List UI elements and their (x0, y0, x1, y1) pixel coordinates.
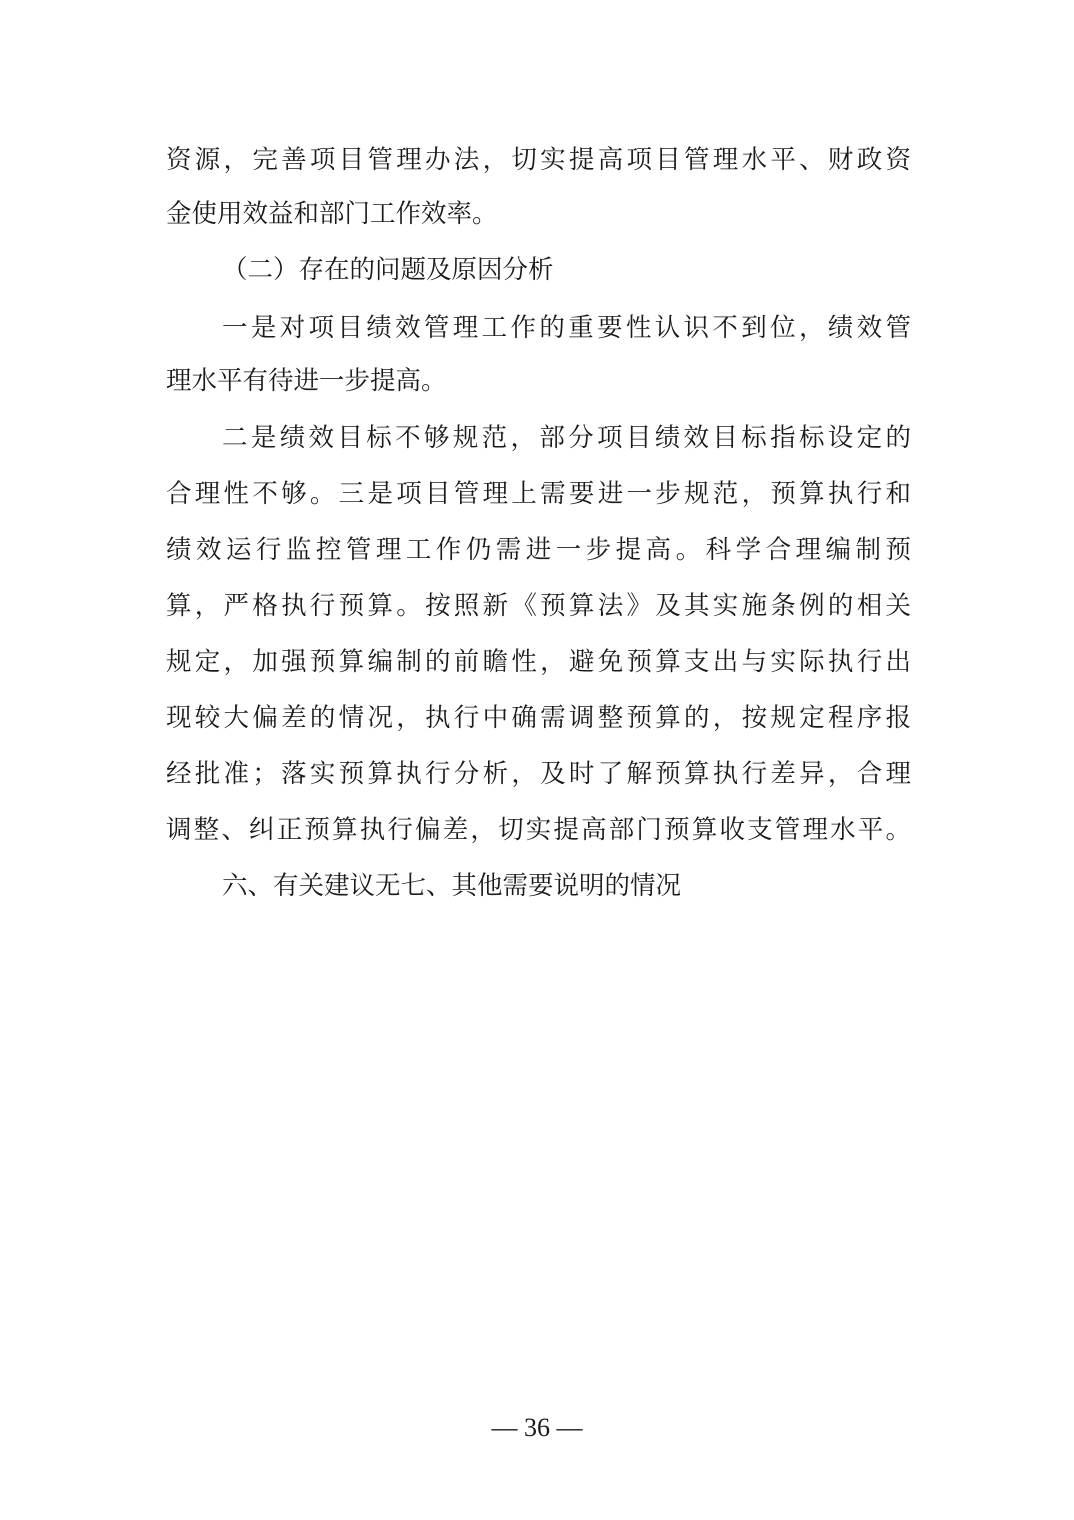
text-line-11: 现较大偏差的情况，执行中确需调整预算的，按规定程序报 (166, 703, 911, 733)
text-line-2: 金使用效益和部门工作效率。 (166, 199, 498, 229)
text-line-9: 算，严格执行预算。按照新《预算法》及其实施条例的相关 (166, 591, 911, 621)
text-line-5: 理水平有待进一步提高。 (166, 366, 447, 396)
text-line-10: 规定，加强预算编制的前瞻性，避免预算支出与实际执行出 (166, 647, 911, 677)
text-line-13: 调整、纠正预算执行偏差，切实提高部门预算收支管理水平。 (166, 815, 911, 845)
text-line-8: 绩效运行监控管理工作仍需进一步提高。科学合理编制预 (166, 535, 911, 565)
text-line-1: 资源，完善项目管理办法，切实提高项目管理水平、财政资 (166, 145, 911, 175)
section-heading: （二）存在的问题及原因分析 (222, 255, 554, 285)
page-number: — 36 — (491, 1413, 583, 1442)
text-line-6: 二是绩效目标不够规范，部分项目绩效目标指标设定的 (222, 423, 911, 453)
text-line-4: 一是对项目绩效管理工作的重要性认识不到位，绩效管 (222, 313, 911, 343)
text-line-7: 合理性不够。三是项目管理上需要进一步规范，预算执行和 (166, 479, 911, 509)
text-line-14: 六、有关建议无七、其他需要说明的情况 (222, 871, 682, 901)
text-line-12: 经批准；落实预算执行分析，及时了解预算执行差异，合理 (166, 759, 911, 789)
